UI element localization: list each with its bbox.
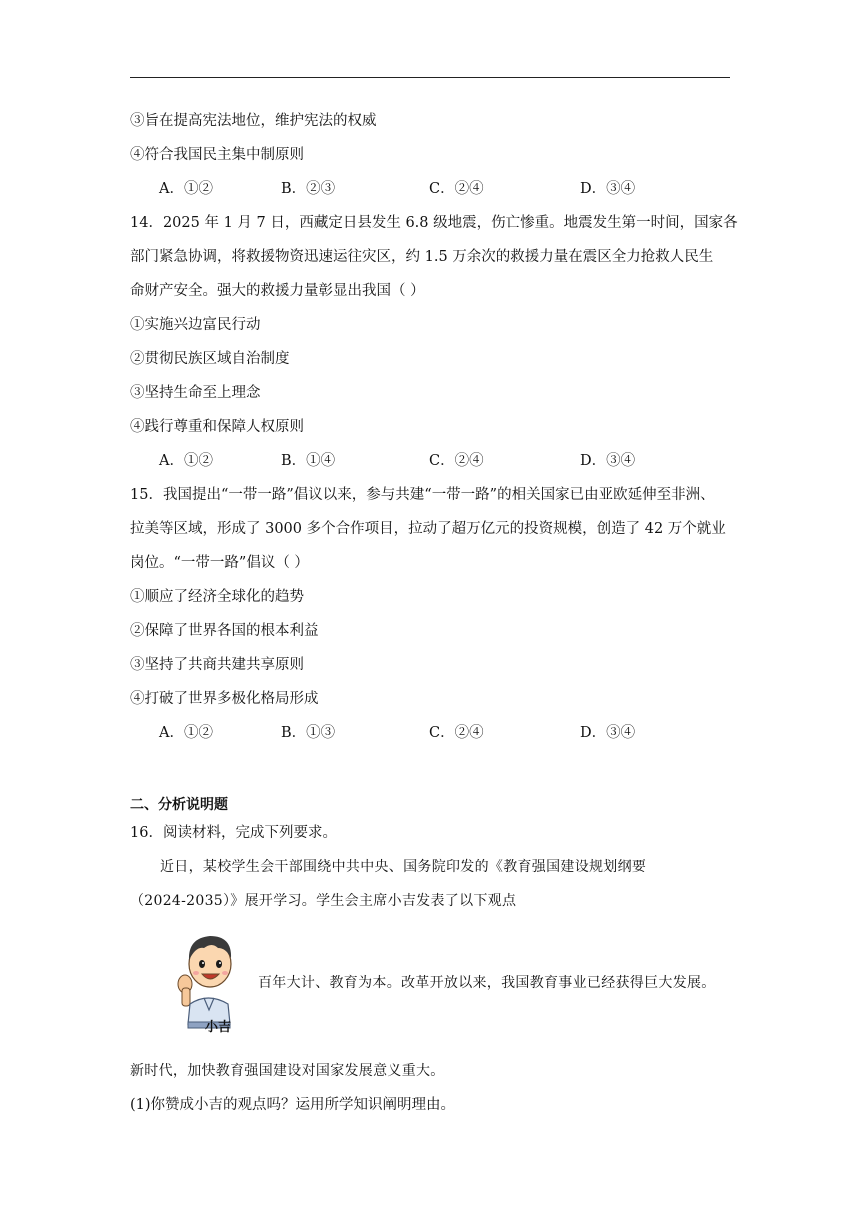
q14-item-3: ③坚持生命至上理念 [130, 385, 261, 401]
q13-option-c[interactable]: C．②④ [429, 181, 484, 197]
q15-item-4: ④打破了世界多极化格局形成 [130, 691, 319, 707]
q14-option-a[interactable]: A．①② [159, 453, 213, 469]
q15-option-c[interactable]: C．②④ [429, 725, 484, 741]
q14-item-1: ①实施兴边富民行动 [130, 317, 261, 333]
q16-speech: 百年大计、教育为本。改革开放以来，我国教育事业已经获得巨大发展。 [258, 975, 716, 991]
header-rule [130, 77, 730, 78]
q13-item-4: ④符合我国民主集中制原则 [130, 147, 304, 163]
q16-subquestion-1: (1)你赞成小吉的观点吗？运用所学知识阐明理由。 [130, 1097, 456, 1113]
speaker-caption: 小吉 [205, 1020, 232, 1035]
q13-option-d[interactable]: D．③④ [580, 181, 636, 197]
q15-option-b[interactable]: B．①③ [281, 725, 336, 741]
q15-item-2: ②保障了世界各国的根本利益 [130, 623, 319, 639]
q14-item-4: ④践行尊重和保障人权原则 [130, 419, 304, 435]
q15-item-3: ③坚持了共商共建共享原则 [130, 657, 304, 673]
section-heading: 二、分析说明题 [130, 797, 228, 813]
q13-option-b[interactable]: B．②③ [281, 181, 336, 197]
q16-continuation: 新时代，加快教育强国建设对国家发展意义重大。 [130, 1063, 445, 1079]
q15-stem-line-3: 岗位。“一带一路”倡议（ ） [130, 555, 309, 571]
q15-option-a[interactable]: A．①② [159, 725, 213, 741]
q15-option-d[interactable]: D．③④ [580, 725, 636, 741]
q14-stem-line-3: 命财产安全。强大的救援力量彰显出我国（ ） [130, 283, 425, 299]
q16-intro: 16．阅读材料，完成下列要求。 [130, 825, 337, 841]
q15-stem-line-2: 拉美等区域，形成了 3000 多个合作项目，拉动了超万亿元的投资规模，创造了 42 万个就业 [130, 521, 726, 537]
q15-stem-line-1: 15．我国提出“一带一路”倡议以来，参与共建“一带一路”的相关国家已由亚欧延伸至非洲、 [130, 487, 715, 503]
q14-stem-line-2: 部门紧急协调，将救援物资迅速运往灾区，约 1.5 万余次的救援力量在震区全力抢救人民生 [130, 249, 714, 265]
q14-stem-line-1: 14．2025 年 1 月 7 日，西藏定日县发生 6.8 级地震，伤亡惨重。地震发生第一时间，国家各 [130, 215, 738, 231]
q13-item-3: ③旨在提高宪法地位，维护宪法的权威 [130, 113, 377, 129]
q14-option-d[interactable]: D．③④ [580, 453, 636, 469]
q14-option-b[interactable]: B．①④ [281, 453, 336, 469]
q13-option-a[interactable]: A．①② [159, 181, 213, 197]
q16-material-line-1: 近日，某校学生会干部围绕中共中央、国务院印发的《教育强国建设规划纲要 [160, 859, 647, 875]
q14-option-c[interactable]: C．②④ [429, 453, 484, 469]
q16-material-line-2: （2024-2035）》展开学习。学生会主席小吉发表了以下观点 [130, 893, 517, 909]
q14-item-2: ②贯彻民族区域自治制度 [130, 351, 290, 367]
q15-item-1: ①顺应了经济全球化的趋势 [130, 589, 304, 605]
